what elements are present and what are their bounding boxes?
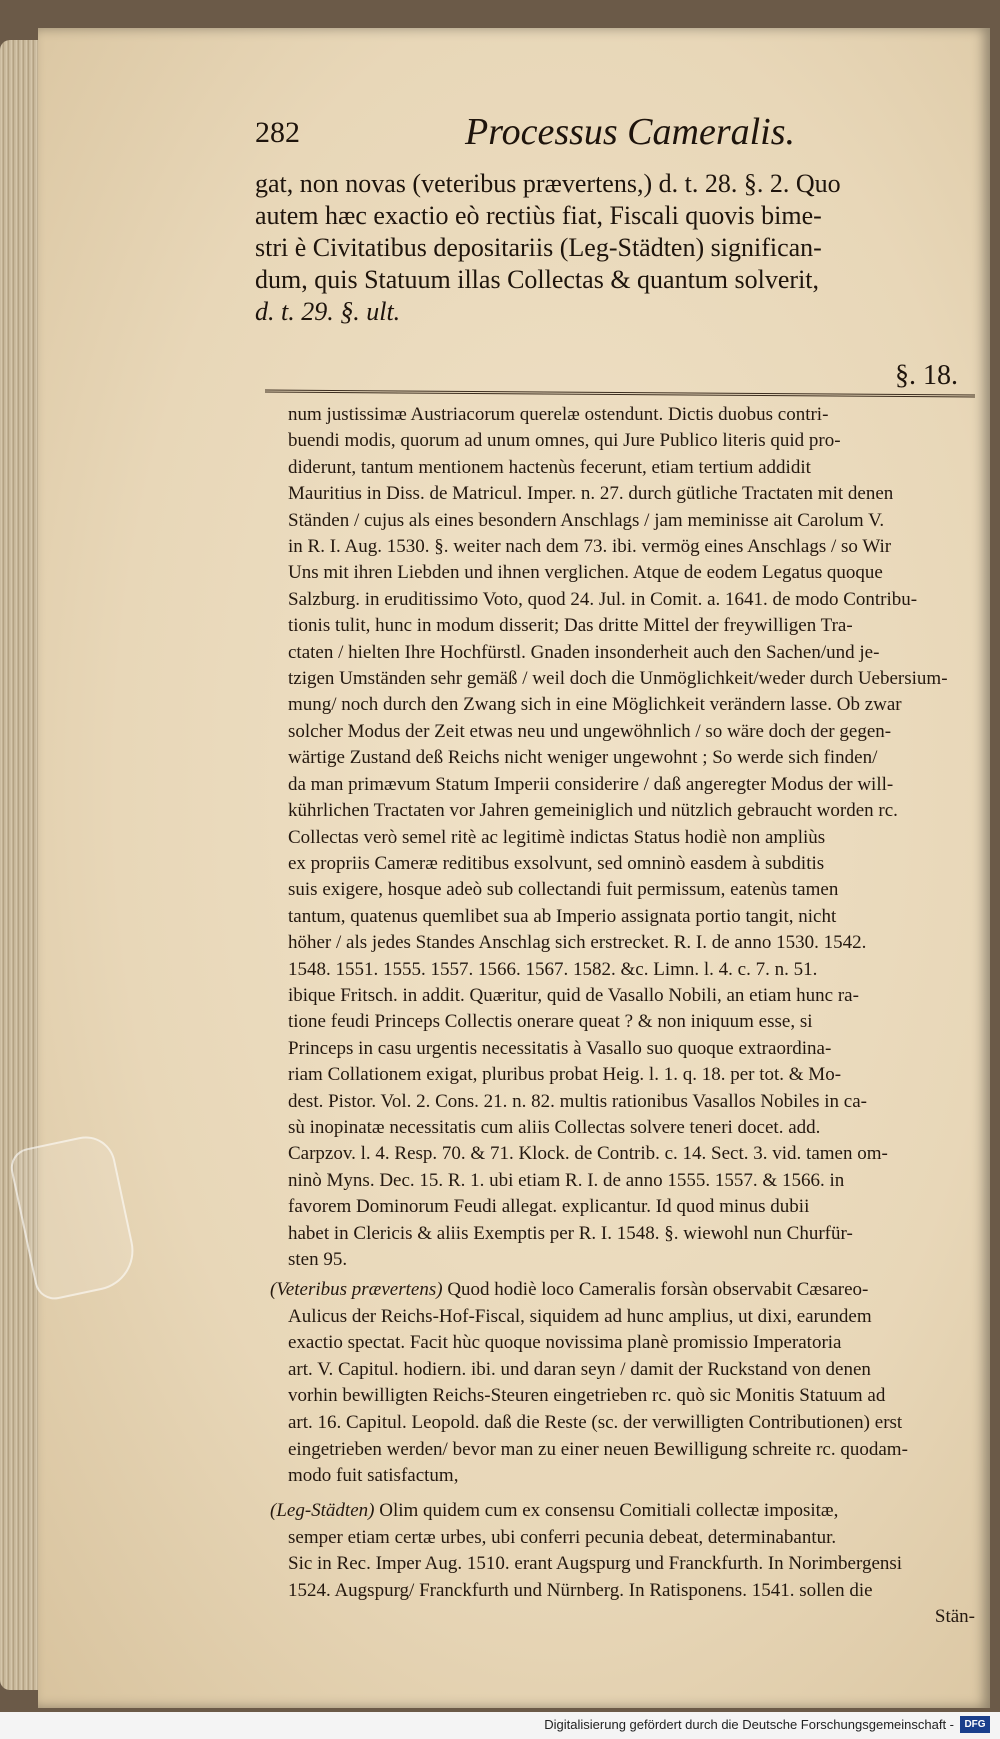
note-line: Uns mit ihren Liebden und ihnen verglichen. Atque de eodem Legatus quoque (288, 562, 883, 584)
note-line: wärtige Zustand deß Reichs nicht weniger ungewohnt ; So werde sich finden/ (288, 747, 878, 769)
note-line: Sic in Rec. Imper Aug. 1510. erant Augspurg und Franckfurth. In Norimbergensi (288, 1553, 903, 1575)
main-text-line: d. t. 29. §. ult. (255, 297, 401, 326)
page-number: 282 (255, 116, 300, 149)
note-line: exactio spectat. Facit hùc quoque novissima planè promissio Imperatoria (288, 1332, 842, 1354)
note-line: Ständen / cujus als eines besondern Anschlags / jam meminisse ait Carolum V. (288, 509, 885, 531)
note-line: Stän- (934, 1606, 975, 1628)
note-line: suis exigere, hosque adeò sub collectandi fuit permissum, eatenùs tamen (288, 879, 839, 901)
note-line: Mauritius in Diss. de Matricul. Imper. n. 27. durch gütliche Tractaten mit denen (288, 483, 894, 505)
main-text-line: autem hæc exactio eò rectiùs fiat, Fiscali quovis bime- (255, 201, 822, 230)
notes-block (288, 402, 978, 1273)
note-line: ctaten / hielten Ihre Hochfürstl. Gnaden insonderheit auch den Sachen/und je- (288, 641, 880, 663)
note-line: tantum, quatenus quemlibet sua ab Imperio assignata portio tangit, nicht (288, 905, 837, 927)
note-line: eingetrieben werden/ bevor man zu einer neuen Bewilligung schreite rc. quodam- (288, 1438, 908, 1460)
note-line: semper etiam certæ urbes, ubi conferri pecunia debeat, determinabantur. (288, 1526, 837, 1548)
note-line: riam Collationem exigat, pluribus probat Heig. l. 1. q. 18. per tot. & Mo- (288, 1064, 842, 1086)
main-text-line: dum, quis Statuum illas Collectas & quantum solverit, (255, 265, 820, 294)
dfg-logo: DFG (960, 1716, 990, 1733)
note-line: art. 16. Capitul. Leopold. daß die Reste (sc. der verwilligten Contributionen) erst (288, 1411, 903, 1433)
note-veteribus (270, 1277, 975, 1490)
note-line: Princeps in casu urgentis necessitatis à Vasallo suo quoque extraordina- (288, 1037, 832, 1059)
note-line: 1524. Augspurg/ Franckfurth und Nürnberg. In Ratisponens. 1541. sollen die (288, 1579, 873, 1601)
note-line: sù inopinatæ necessitatis cum aliis Collectas solvere teneri docet. add. (288, 1116, 821, 1138)
note-line: num justissimæ Austriacorum querelæ ostendunt. Dictis duobus contri- (288, 404, 829, 425)
note-line: kührlichen Tractaten vor Jahren gemeiniglich und nützlich gebraucht worden rc. (288, 800, 898, 822)
footer-text: Digitalisierung gefördert durch die Deutsche Forschungsgemeinschaft - (544, 1717, 954, 1732)
note-line: modo fuit satisfactum, (288, 1465, 459, 1487)
note-line: Aulicus der Reichs-Hof-Fiscal, siquidem ad hunc amplius, ut dixi, earundem (288, 1305, 872, 1327)
note-line: favorem Dominorum Feudi allegat. explicantur. Id quod minus dubii (288, 1196, 810, 1218)
main-text-line: gat, non novas (veteribus prævertens,) d. t. 28. §. 2. Quo (255, 169, 841, 198)
note-line: (Leg-Städten) Olim quidem cum ex consensu Comitiali collectæ impositæ, (270, 1500, 839, 1521)
section-mark: §. 18. (895, 360, 958, 391)
note-line: mung/ noch durch den Zwang sich in eine Möglichkeit verändern lasse. Ob zwar (288, 694, 902, 716)
note-line: Carpzov. l. 4. Resp. 70. & 71. Klock. de Contrib. c. 14. Sect. 3. vid. tamen om- (288, 1143, 888, 1165)
note-line: dest. Pistor. Vol. 2. Cons. 21. n. 82. multis rationibus Vasallos Nobiles in ca- (288, 1090, 867, 1112)
main-text (255, 168, 955, 328)
note-line: sten 95. (288, 1249, 348, 1270)
note-lemma: (Veteribus prævertens) (270, 1279, 443, 1300)
note-line: Salzburg. in eruditissimo Voto, quod 24. Jul. in Comit. a. 1641. de modo Contribu- (288, 588, 918, 610)
page-header (255, 110, 955, 160)
note-leg-staedten (270, 1498, 975, 1631)
note-line: 1548. 1551. 1555. 1557. 1566. 1567. 1582. &c. Limn. l. 4. c. 7. n. 51. (288, 958, 818, 980)
note-line: tionis tulit, hunc in modum disserit; Das dritte Mittel der freywilligen Tra- (288, 615, 853, 637)
note-line: solcher Modus der Zeit etwas neu und ungewöhnlich / so wäre doch der gegen- (288, 720, 892, 742)
note-line: habet in Clericis & aliis Exemptis per R. I. 1548. §. wiewohl nun Churfür- (288, 1222, 853, 1244)
note-line: tzigen Umständen sehr gemäß / weil doch die Unmöglichkeit/weder durch Uebersium- (288, 668, 948, 690)
note-line: ninò Myns. Dec. 15. R. 1. ubi etiam R. I. de anno 1555. 1557. & 1566. in (288, 1169, 845, 1191)
note-line: buendi modis, quorum ad unum omnes, qui Jure Publico literis quid pro- (288, 430, 841, 452)
note-line: höher / als jedes Standes Anschlag sich erstrecket. R. I. de anno 1530. 1542. (288, 932, 867, 954)
note-lemma: (Leg-Städten) (270, 1500, 375, 1521)
note-line: art. V. Capitul. hodiern. ibi. und daran seyn / damit der Ruckstand von denen (288, 1358, 871, 1380)
note-line: (Veteribus prævertens) Quod hodiè loco Cameralis forsàn observabit Cæsareo- (270, 1279, 869, 1300)
note-line: da man primævum Statum Imperii considerire / daß angeregter Modus der will- (288, 773, 894, 795)
note-line: Collectas verò semel ritè ac legitimè indictas Status hodiè non ampliùs (288, 826, 826, 848)
footer-bar (0, 1712, 1000, 1739)
running-title: Processus Cameralis. (465, 111, 796, 153)
note-line: vorhin bewilligten Reichs-Steuren eingetrieben rc. quò sic Monitis Statuum ad (288, 1385, 886, 1407)
note-line: ex propriis Cameræ reditibus exsolvunt, sed omninò easdem à subditis (288, 852, 825, 874)
note-line: ibique Fritsch. in addit. Quæritur, quid de Vasallo Nobili, an etiam hunc ra- (288, 984, 859, 1006)
note-line: tione feudi Princeps Collectis onerare queat ? & non iniquum esse, si (288, 1011, 813, 1033)
note-line: diderunt, tantum mentionem hactenùs fecerunt, etiam tertium addidit (288, 456, 811, 478)
main-text-line: stri è Civitatibus depositariis (Leg-Städten) significan- (255, 233, 822, 262)
note-line: in R. I. Aug. 1530. §. weiter nach dem 73. ibi. vermög eines Anschlags / so Wir (288, 536, 892, 558)
